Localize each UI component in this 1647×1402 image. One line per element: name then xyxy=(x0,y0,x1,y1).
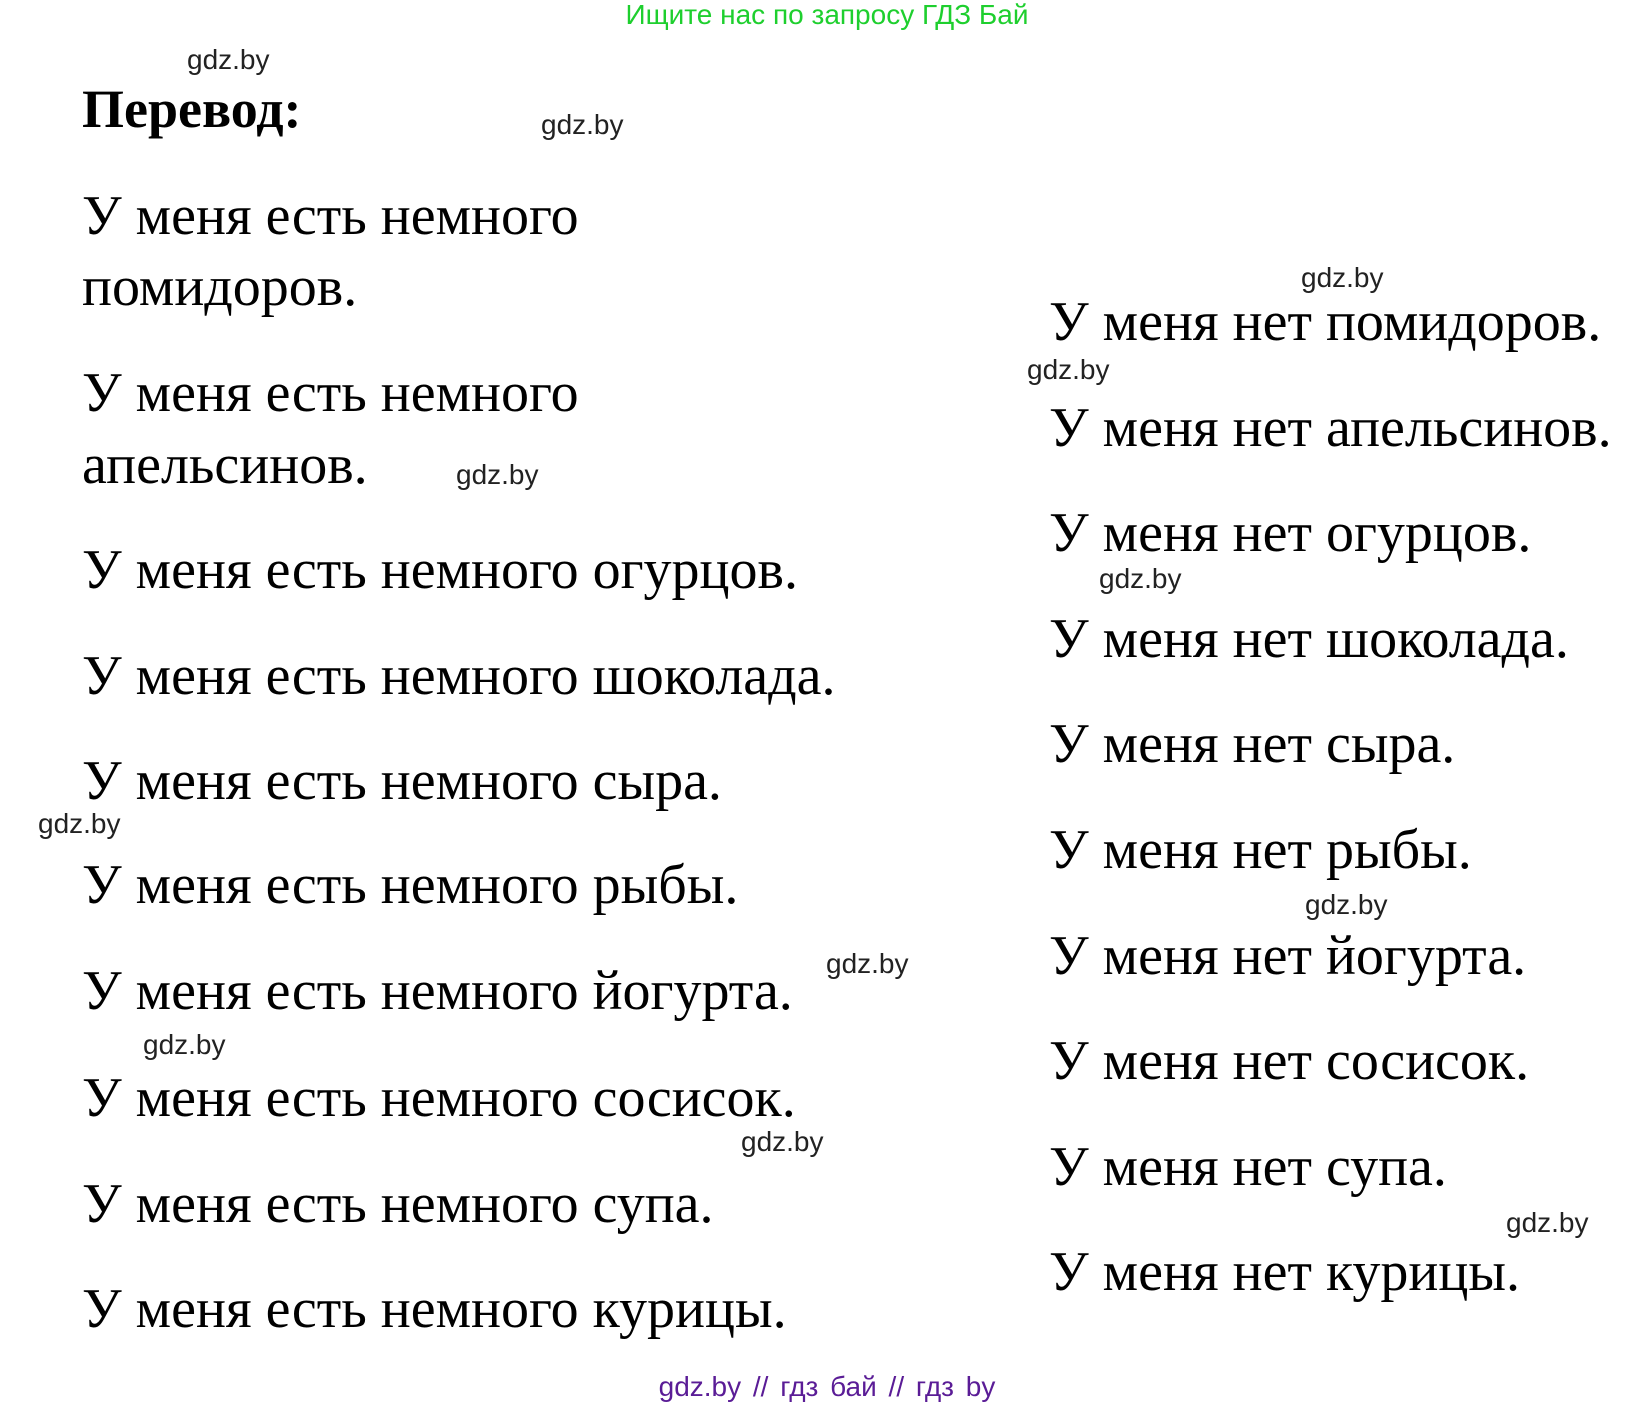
watermark: gdz.by xyxy=(456,459,539,490)
left-line: У меня есть немного супа. xyxy=(82,1173,714,1235)
left-line: У меня есть немного йогурта. xyxy=(82,960,793,1022)
left-line: У меня есть немного курицы. xyxy=(82,1278,787,1340)
right-line: У меня нет курицы. xyxy=(1049,1241,1520,1303)
watermark: gdz.by xyxy=(187,44,270,75)
watermark: gdz.by xyxy=(143,1029,226,1060)
left-line: помидоров. xyxy=(82,256,358,318)
search-banner: Ищите нас по запросу ГДЗ Бай xyxy=(625,0,1029,30)
watermark: gdz.by xyxy=(1301,262,1384,293)
left-line: У меня есть немного сосисок. xyxy=(82,1067,796,1129)
left-line: У меня есть немного сыра. xyxy=(82,750,722,812)
watermark: gdz.by xyxy=(1027,354,1110,385)
left-line: У меня есть немного xyxy=(82,362,579,424)
right-line: У меня нет огурцов. xyxy=(1049,502,1532,564)
right-line: У меня нет супа. xyxy=(1049,1136,1447,1198)
watermark: gdz.by xyxy=(1099,563,1182,594)
left-line: У меня есть немного рыбы. xyxy=(82,854,739,916)
right-line: У меня нет сыра. xyxy=(1049,713,1456,775)
footer-links: gdz.by // гдз бай // гдз by xyxy=(658,1371,996,1402)
right-line: У меня нет апельсинов. xyxy=(1049,397,1612,459)
watermark: gdz.by xyxy=(541,109,624,140)
left-line: У меня есть немного шоколада. xyxy=(82,645,836,707)
left-line: У меня есть немного xyxy=(82,185,579,247)
left-line: апельсинов. xyxy=(82,434,368,496)
right-line: У меня нет йогурта. xyxy=(1049,925,1527,987)
right-line: У меня нет шоколада. xyxy=(1049,608,1569,670)
watermark: gdz.by xyxy=(38,808,121,839)
right-line: У меня нет помидоров. xyxy=(1049,291,1602,353)
watermark: gdz.by xyxy=(741,1126,824,1157)
watermark: gdz.by xyxy=(1506,1207,1589,1238)
right-line: У меня нет сосисок. xyxy=(1049,1030,1530,1092)
left-line: У меня есть немного огурцов. xyxy=(82,539,798,601)
right-line: У меня нет рыбы. xyxy=(1049,819,1472,881)
page-title: Перевод: xyxy=(82,79,302,139)
watermark: gdz.by xyxy=(826,948,909,979)
watermark: gdz.by xyxy=(1305,889,1388,920)
